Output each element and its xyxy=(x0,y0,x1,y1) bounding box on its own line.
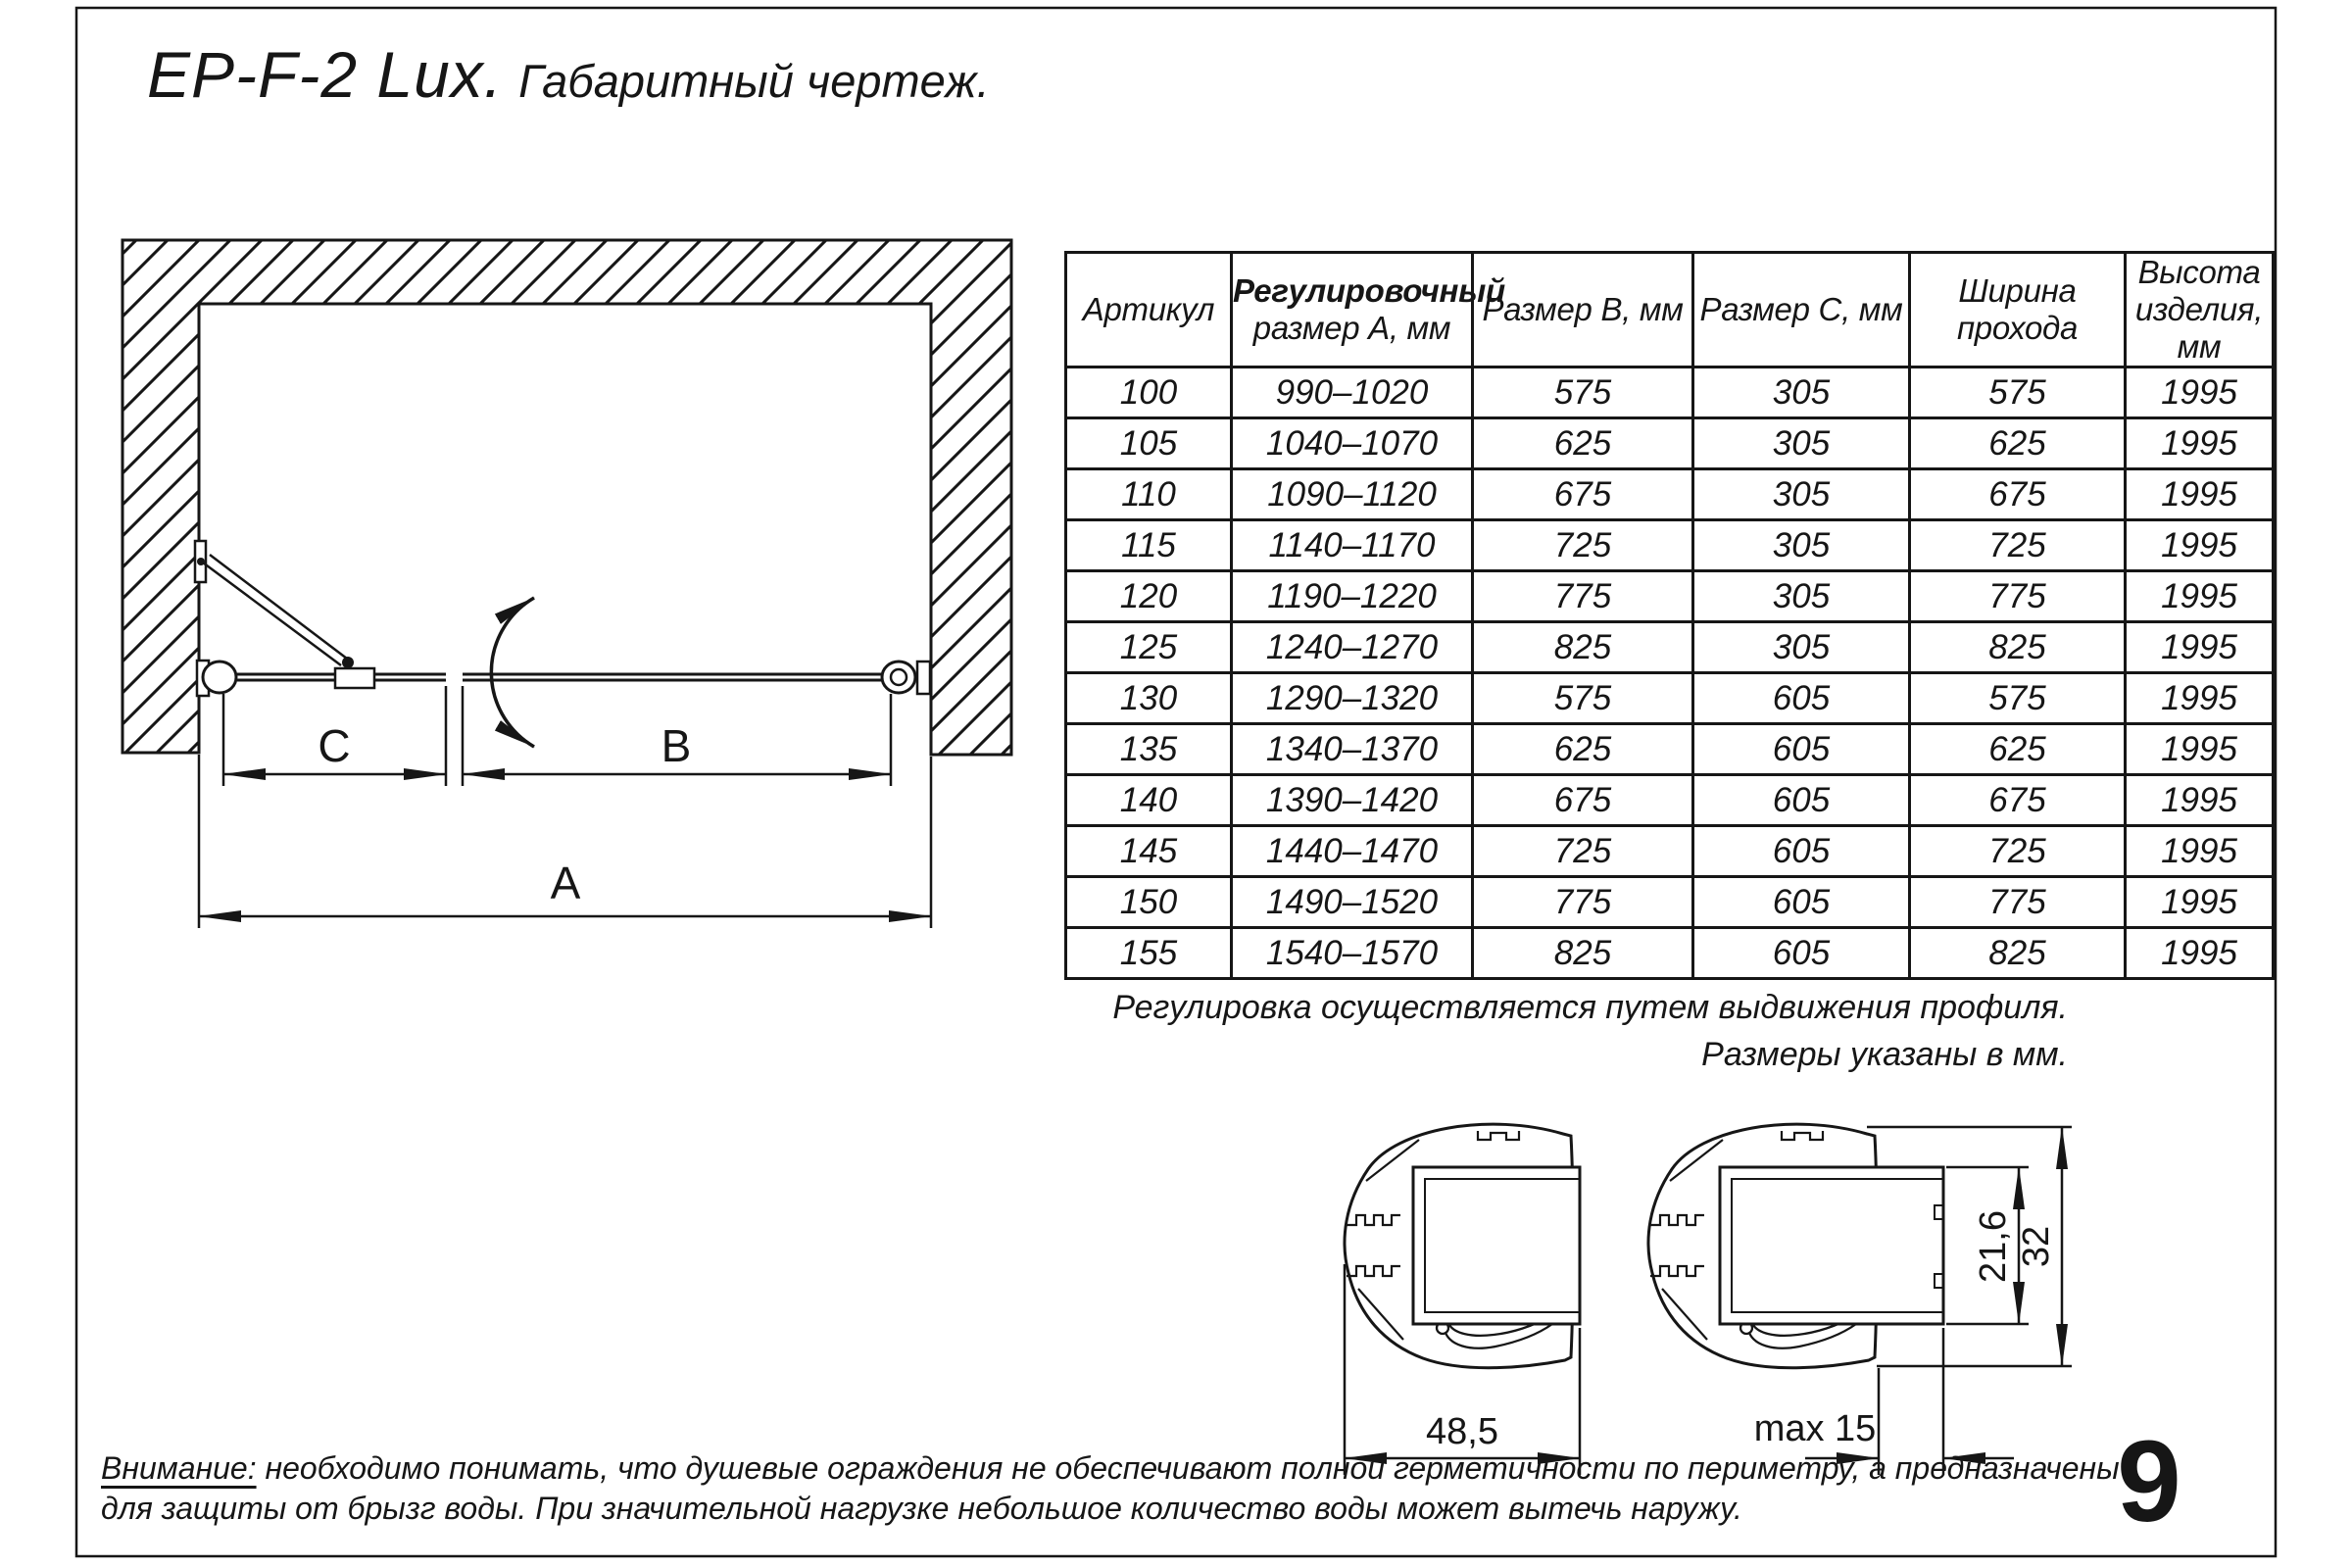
table-cell: 1995 xyxy=(2126,469,2274,520)
warning-line-1-rest: необходимо понимать, что душевые ограждения не обеспечивают полной герметичности по периметру, а предназначены xyxy=(256,1450,2120,1486)
table-row xyxy=(1066,724,2274,775)
support-bar-clamp xyxy=(335,668,374,688)
table-cell: 1340–1370 xyxy=(1232,724,1473,775)
table-row xyxy=(1066,877,2274,928)
table-cell: 725 xyxy=(1473,826,1693,877)
wall-profile-right-hinge xyxy=(882,662,930,694)
table-row xyxy=(1066,622,2274,673)
table-row xyxy=(1066,368,2274,418)
table-cell: 775 xyxy=(1473,571,1693,622)
table-cell: 1995 xyxy=(2126,673,2274,724)
table-cell: 625 xyxy=(1473,724,1693,775)
table-row xyxy=(1066,469,2274,520)
table-cell: 605 xyxy=(1693,928,1910,979)
table-cell: 1140–1170 xyxy=(1232,520,1473,571)
table-cell: 575 xyxy=(1473,368,1693,418)
dim-label-b: B xyxy=(661,720,692,771)
table-cell: 675 xyxy=(1473,775,1693,826)
table-cell: 1995 xyxy=(2126,571,2274,622)
table-cell: 725 xyxy=(1473,520,1693,571)
model-name: EP-F-2 Lux. xyxy=(147,38,504,111)
table-cell: 140 xyxy=(1066,775,1232,826)
table-cell: 625 xyxy=(1473,418,1693,469)
table-row xyxy=(1066,775,2274,826)
table-cell: 130 xyxy=(1066,673,1232,724)
table-cell: 1190–1220 xyxy=(1232,571,1473,622)
table-cell: 605 xyxy=(1693,775,1910,826)
size-table-body xyxy=(1066,368,2274,979)
table-cell: 1490–1520 xyxy=(1232,877,1473,928)
table-cell: 1995 xyxy=(2126,368,2274,418)
table-cell: 125 xyxy=(1066,622,1232,673)
table-cell: 1995 xyxy=(2126,418,2274,469)
table-cell: 1440–1470 xyxy=(1232,826,1473,877)
table-cell: 605 xyxy=(1693,673,1910,724)
table-cell: 305 xyxy=(1693,418,1910,469)
wall-hatched xyxy=(122,240,1011,755)
table-cell: 100 xyxy=(1066,368,1232,418)
warning-note xyxy=(101,1448,2120,1529)
table-cell: 675 xyxy=(1473,469,1693,520)
table-cell: 825 xyxy=(1473,622,1693,673)
table-cell: 105 xyxy=(1066,418,1232,469)
table-cell: 1390–1420 xyxy=(1232,775,1473,826)
page-title xyxy=(147,37,990,112)
col-size-b: Размер В, мм xyxy=(1473,253,1693,368)
glass-door-panel xyxy=(463,674,884,680)
size-table xyxy=(1064,251,2275,980)
table-cell: 575 xyxy=(1910,673,2126,724)
table-cell: 150 xyxy=(1066,877,1232,928)
wall-profile-left xyxy=(197,661,236,696)
table-cell: 725 xyxy=(1910,826,2126,877)
table-cell: 825 xyxy=(1910,928,2126,979)
table-cell: 1540–1570 xyxy=(1232,928,1473,979)
table-cell: 725 xyxy=(1910,520,2126,571)
warning-line-2: для защиты от брызг воды. При значительной нагрузке небольшое количество воды может вытечь наружу. xyxy=(101,1491,1742,1526)
table-cell: 675 xyxy=(1910,469,2126,520)
table-cell: 1240–1270 xyxy=(1232,622,1473,673)
warning-label: Внимание: xyxy=(101,1450,257,1486)
table-row xyxy=(1066,418,2274,469)
table-cell: 625 xyxy=(1910,418,2126,469)
warning-line-1 xyxy=(101,1448,2120,1489)
table-cell: 120 xyxy=(1066,571,1232,622)
col-article: Артикул xyxy=(1066,253,1232,368)
door-swing-arc xyxy=(491,598,534,747)
table-cell: 675 xyxy=(1910,775,2126,826)
table-cell: 605 xyxy=(1693,724,1910,775)
profile-total-label: 32 xyxy=(2016,1225,2057,1268)
profile-width-label: 48,5 xyxy=(1426,1411,1498,1452)
table-cell: 1995 xyxy=(2126,724,2274,775)
dim-label-a: A xyxy=(550,858,581,908)
table-cell: 625 xyxy=(1910,724,2126,775)
page-number: 9 xyxy=(2117,1417,2181,1546)
table-cell: 305 xyxy=(1693,368,1910,418)
table-row xyxy=(1066,826,2274,877)
table-row xyxy=(1066,520,2274,571)
adjustment-notes xyxy=(1078,984,2068,1078)
table-cell: 1090–1120 xyxy=(1232,469,1473,520)
table-cell: 305 xyxy=(1693,622,1910,673)
note-line-2: Размеры указаны в мм. xyxy=(1701,1036,2068,1073)
dim-label-c: C xyxy=(318,720,351,771)
title-caption: Габаритный чертеж. xyxy=(518,55,990,107)
size-table-header xyxy=(1066,253,2274,368)
table-cell: 115 xyxy=(1066,520,1232,571)
note-line-1: Регулировка осуществляется путем выдвижения профиля. xyxy=(1112,989,2068,1026)
table-cell: 1995 xyxy=(2126,877,2274,928)
table-cell: 575 xyxy=(1910,368,2126,418)
col-passage-width: Ширина прохода xyxy=(1910,253,2126,368)
table-cell: 575 xyxy=(1473,673,1693,724)
table-row xyxy=(1066,571,2274,622)
table-cell: 110 xyxy=(1066,469,1232,520)
table-cell: 825 xyxy=(1910,622,2126,673)
table-cell: 1995 xyxy=(2126,775,2274,826)
plan-view xyxy=(122,240,1011,928)
table-cell: 775 xyxy=(1473,877,1693,928)
col-product-height: Высота изделия, мм xyxy=(2126,253,2274,368)
table-cell: 1995 xyxy=(2126,520,2274,571)
table-cell: 135 xyxy=(1066,724,1232,775)
table-cell: 825 xyxy=(1473,928,1693,979)
table-cell: 1040–1070 xyxy=(1232,418,1473,469)
table-cell: 605 xyxy=(1693,877,1910,928)
table-cell: 145 xyxy=(1066,826,1232,877)
table-cell: 605 xyxy=(1693,826,1910,877)
table-cell: 1290–1320 xyxy=(1232,673,1473,724)
table-cell: 1995 xyxy=(2126,826,2274,877)
profile-glass-channel-label: 21,6 xyxy=(1973,1210,2014,1283)
profile-max-offset-label: max 15 xyxy=(1753,1408,1877,1449)
table-row xyxy=(1066,673,2274,724)
table-cell: 155 xyxy=(1066,928,1232,979)
table-cell: 1995 xyxy=(2126,928,2274,979)
table-cell: 1995 xyxy=(2126,622,2274,673)
col-adjustable-line1: Регулировочный xyxy=(1233,272,1505,309)
col-adjustable-size-a xyxy=(1232,253,1505,368)
table-cell: 775 xyxy=(1910,877,2126,928)
table-cell: 305 xyxy=(1693,469,1910,520)
table-cell: 305 xyxy=(1693,571,1910,622)
table-row xyxy=(1066,928,2274,979)
table-cell: 305 xyxy=(1693,520,1910,571)
col-size-c: Размер С, мм xyxy=(1693,253,1910,368)
table-cell: 775 xyxy=(1910,571,2126,622)
table-cell: 990–1020 xyxy=(1232,368,1473,418)
col-adjustable-line2: размер А, мм xyxy=(1252,310,1451,346)
